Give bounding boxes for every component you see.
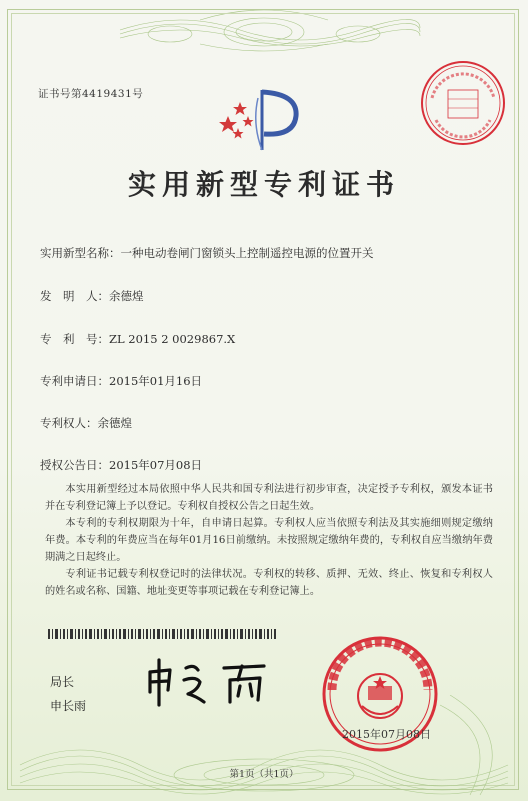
- utility-model-name-row: [40, 245, 374, 261]
- issue-date: 2015年07月08日: [342, 728, 431, 741]
- inventor-value: 余德煌: [109, 289, 144, 303]
- grant-date-row: [40, 457, 202, 473]
- paragraph-term: 本专利的专利权期限为十年，自申请日起算。专利权人应当依照专利法及其实施细则规定缴纳年费。本专利的年费应当在每年01月16日前缴纳。未按照规定缴纳年费的，专利权自应当缴纳年费期满之日起终止。: [45, 518, 493, 563]
- application-date-label: 专利申请日：: [40, 374, 109, 388]
- patentee-value: 余德煌: [97, 416, 132, 430]
- paragraph-grant: 本实用新型经过本局依照中华人民共和国专利法进行初步审查，决定授予专利权，颁发本证书并在专利登记簿上予以登记。专利权自授权公告之日起生效。: [45, 484, 493, 512]
- legal-text: [45, 481, 493, 600]
- patentee-row: [40, 415, 132, 431]
- patent-number-row: [40, 331, 235, 347]
- patent-office-logo-icon: [218, 84, 310, 154]
- page-number: 第1页（共1页）: [229, 769, 299, 780]
- tax-stamp-icon: [418, 58, 508, 148]
- director-title: 局长: [50, 675, 75, 689]
- grant-date-value: 2015年07月08日: [109, 458, 203, 472]
- patentee-label: 专利权人：: [40, 416, 98, 430]
- bottom-ornament: [0, 695, 528, 801]
- application-date-value: 2015年01月16日: [109, 374, 203, 388]
- patent-number-label: 专 利 号：: [40, 332, 109, 346]
- director-name: 申长雨: [50, 699, 87, 713]
- patent-number-value: ZL 2015 2 0029867.X: [109, 332, 236, 346]
- application-date-row: [40, 373, 202, 389]
- utility-model-name-label: 实用新型名称：: [40, 246, 121, 260]
- inventor-label: 发 明 人：: [40, 289, 109, 303]
- utility-model-name-value: 一种电动卷闸门窗锁头上控制遥控电源的位置开关: [120, 246, 374, 260]
- certificate-number: 证书号第4419431号: [38, 88, 144, 100]
- paragraph-register: 专利证书记载专利权登记时的法律状况。专利权的转移、质押、无效、终止、恢复和专利权人的姓名或名称、国籍、地址变更等事项记载在专利登记簿上。: [45, 569, 493, 597]
- grant-date-label: 授权公告日：: [40, 458, 109, 472]
- barcode-icon: [48, 629, 276, 639]
- inventor-row: [40, 288, 144, 304]
- certificate-title: 实用新型专利证书: [127, 168, 400, 201]
